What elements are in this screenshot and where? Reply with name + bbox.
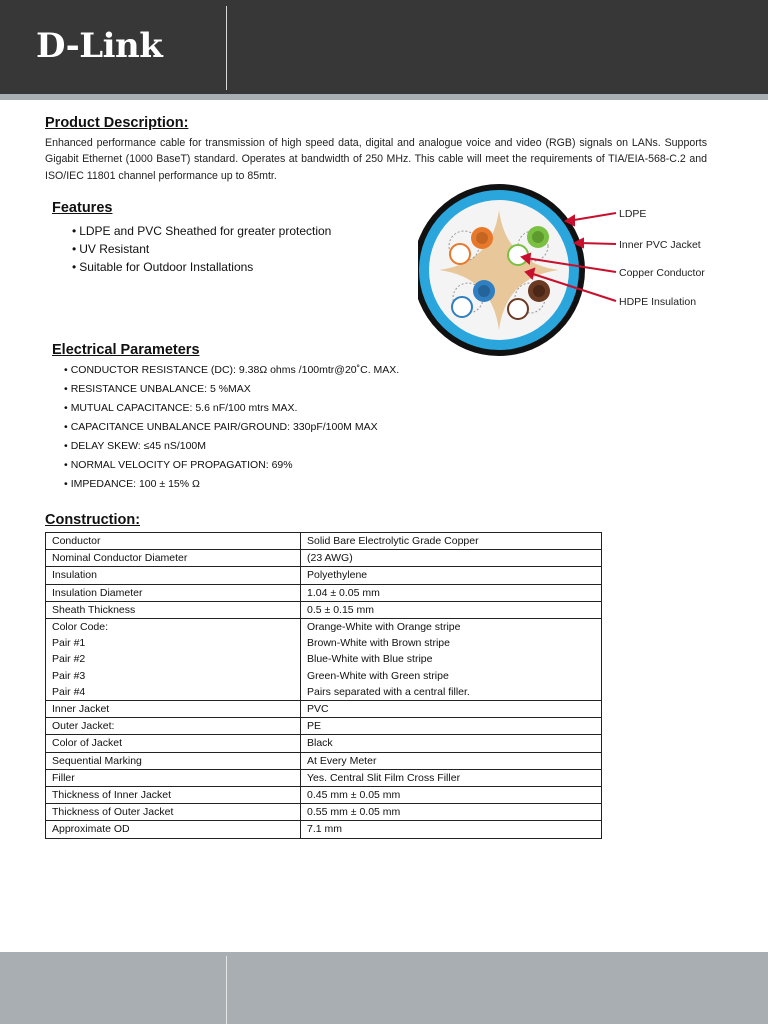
electrical-parameters-list: [64, 362, 399, 495]
list-item: • NORMAL VELOCITY OF PROPAGATION: 69%: [64, 459, 293, 471]
table-cell-value: PE: [301, 718, 602, 735]
label-inner-pvc-jacket: Inner PVC Jacket: [619, 239, 701, 251]
table-row: [46, 804, 602, 821]
list-item: • Suitable for Outdoor Installations: [72, 260, 254, 274]
table-row: [46, 601, 602, 618]
list-item: • UV Resistant: [72, 242, 150, 256]
table-row: [46, 550, 602, 567]
table-cell-property: Sequential Marking: [46, 752, 301, 769]
product-description-text: Enhanced performance cable for transmission of high speed data, digital and analogue voice and video (RGB) signals on LANs. Supports Gigabit Ethernet (1000 BaseT) standard. Operates at bandwidth of 250 MHz. This cable will meet the requirements of TIA/EIA-568-C.2 and ISO/IEC 11801 channel performance up to 85mtr.: [45, 137, 707, 182]
table-cell-property: Inner Jacket: [46, 701, 301, 718]
table-row: [46, 584, 602, 601]
label-ldpe: LDPE: [619, 208, 647, 220]
table-row: [46, 619, 602, 701]
table-cell-property: Color Code: Pair #1 Pair #2 Pair #3 Pair #4: [46, 619, 301, 701]
table-cell-value: At Every Meter: [301, 752, 602, 769]
table-cell-value: Yes. Central Slit Film Cross Filler: [301, 769, 602, 786]
table-cell-property: Approximate OD: [46, 821, 301, 838]
label-hdpe-insulation: HDPE Insulation: [619, 296, 697, 308]
list-item: • MUTUAL CAPACITANCE: 5.6 nF/100 mtrs MAX.: [64, 402, 298, 414]
table-cell-value: Orange-White with Orange stripe Brown-White with Brown stripe Blue-White with Blue stripe Green-White with Green stripe Pairs separated with a central filler.: [301, 619, 602, 701]
list-item: • DELAY SKEW: ≤45 nS/100M: [64, 440, 207, 452]
table-row: [46, 533, 602, 550]
construction-heading: Construction:: [45, 512, 141, 528]
table-row: [46, 567, 602, 584]
header-divider: [226, 6, 227, 90]
table-cell-value: Solid Bare Electrolytic Grade Copper: [301, 533, 602, 550]
construction-table: [45, 532, 602, 839]
list-item: • RESISTANCE UNBALANCE: 5 %MAX: [64, 383, 251, 395]
table-row: [46, 701, 602, 718]
table-cell-property: Insulation Diameter: [46, 584, 301, 601]
label-copper-conductor: Copper Conductor: [619, 267, 705, 279]
table-cell-property: Nominal Conductor Diameter: [46, 550, 301, 567]
table-row: [46, 752, 602, 769]
table-cell-value: (23 AWG): [301, 550, 602, 567]
list-item: • CAPACITANCE UNBALANCE PAIR/GROUND: 330pF/100M MAX: [64, 421, 378, 433]
header-stripe: [0, 94, 768, 100]
table-cell-property: Filler: [46, 769, 301, 786]
table-cell-value: 7.1 mm: [301, 821, 602, 838]
table-cell-property: Thickness of Inner Jacket: [46, 787, 301, 804]
table-row: [46, 821, 602, 838]
features-list: [72, 222, 331, 276]
table-cell-value: 0.5 ± 0.15 mm: [301, 601, 602, 618]
table-cell-value: 1.04 ± 0.05 mm: [301, 584, 602, 601]
table-cell-value: PVC: [301, 701, 602, 718]
table-cell-property: Thickness of Outer Jacket: [46, 804, 301, 821]
table-cell-value: 0.45 mm ± 0.05 mm: [301, 787, 602, 804]
features-heading: Features: [52, 200, 113, 216]
table-cell-property: Insulation: [46, 567, 301, 584]
footer-divider: [226, 956, 227, 1024]
list-item: • CONDUCTOR RESISTANCE (DC): 9.38Ω ohms /100mtr@20˚C. MAX.: [64, 364, 400, 376]
electrical-parameters-heading: Electrical Parameters: [52, 342, 200, 358]
table-cell-value: 0.55 mm ± 0.05 mm: [301, 804, 602, 821]
list-item: • LDPE and PVC Sheathed for greater protection: [72, 224, 332, 238]
table-row: [46, 769, 602, 786]
table-cell-value: Black: [301, 735, 602, 752]
table-cell-property: Color of Jacket: [46, 735, 301, 752]
table-cell-property: Conductor: [46, 533, 301, 550]
table-cell-property: Outer Jacket:: [46, 718, 301, 735]
table-cell-property: Sheath Thickness: [46, 601, 301, 618]
table-row: [46, 735, 602, 752]
d-link-logo: D-Link: [36, 26, 163, 66]
page-footer: [0, 952, 768, 1024]
table-cell-value: Polyethylene: [301, 567, 602, 584]
table-row: [46, 718, 602, 735]
table-row: [46, 787, 602, 804]
list-item: • IMPEDANCE: 100 ± 15% Ω: [64, 478, 200, 490]
product-description-heading: Product Description:: [45, 115, 189, 131]
cable-cross-section-diagram: [418, 183, 718, 361]
